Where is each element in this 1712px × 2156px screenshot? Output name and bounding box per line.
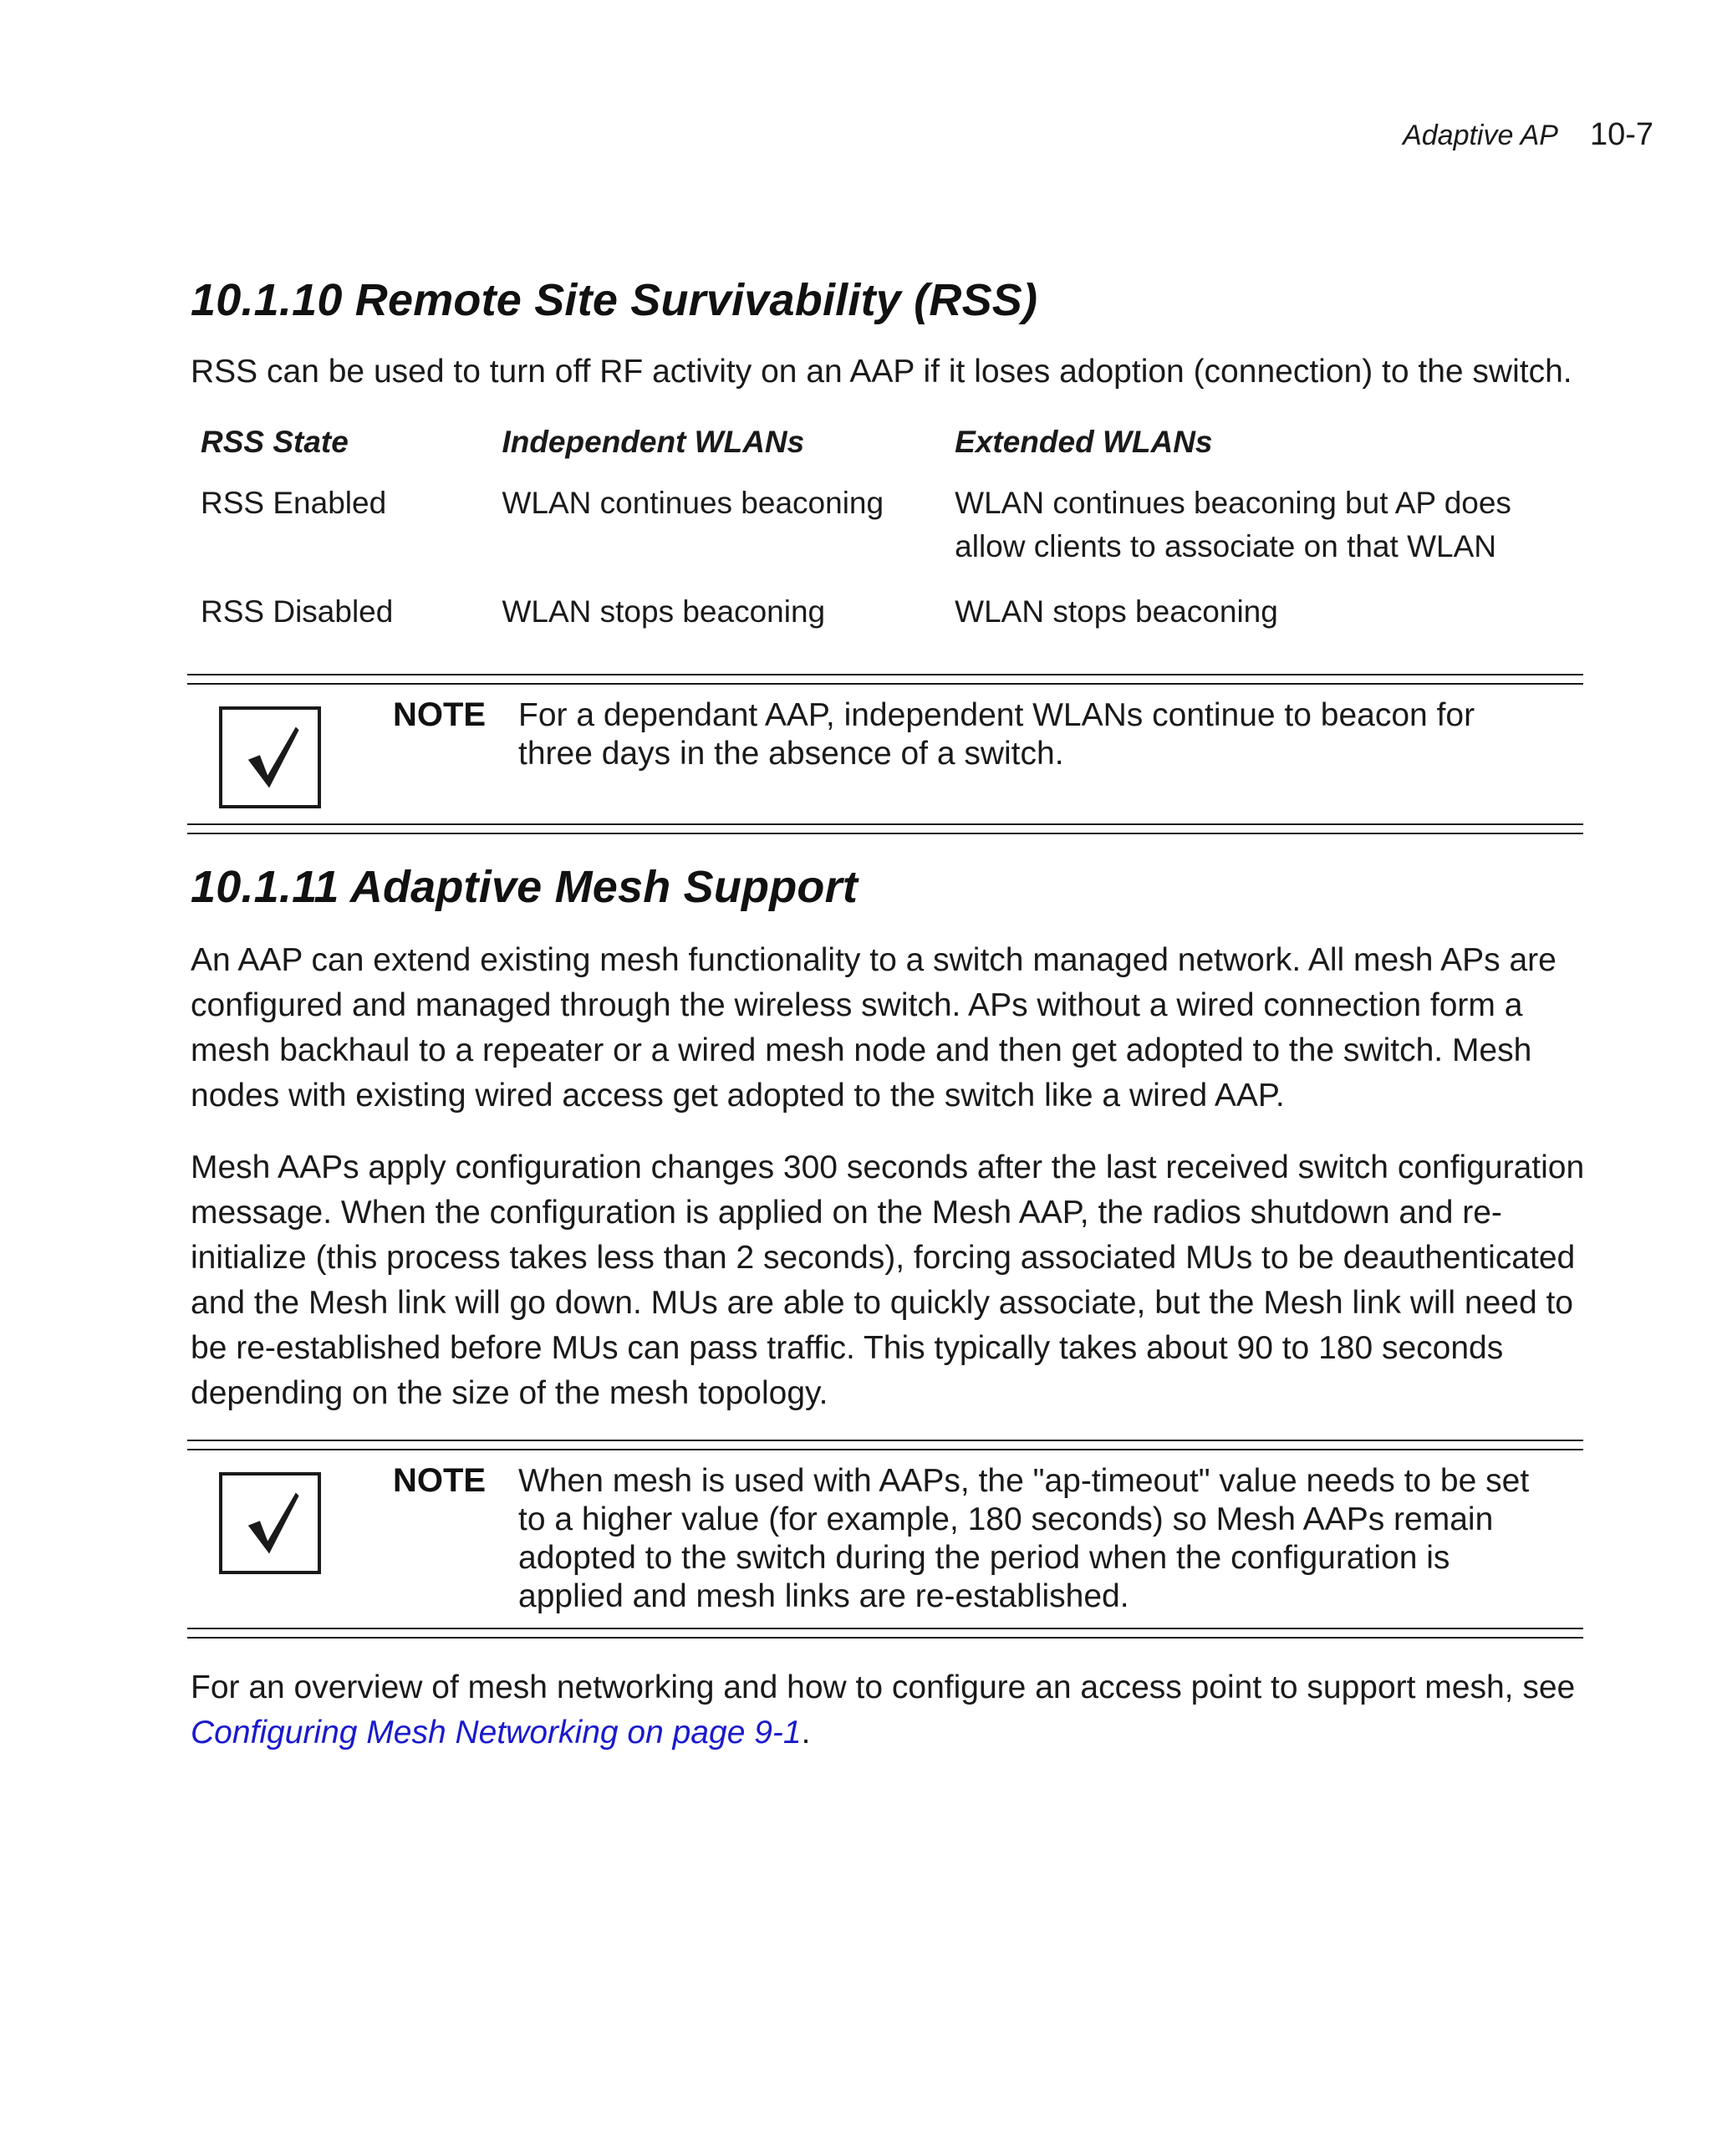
table-header-cell: Extended WLANs — [955, 425, 1213, 459]
note-text: When mesh is used with AAPs, the "ap-timeout" value needs to be set to a higher value (for example, 180 seconds) so Mesh AAPs remain adopted to the switch during the period when the configuration is applied and mesh links are re-established. — [518, 1463, 1530, 1614]
table-cell: WLAN stops beaconing — [502, 594, 826, 629]
table-cell: RSS Enabled — [201, 486, 387, 520]
running-header — [1403, 117, 1653, 153]
section-heading-mesh: 10.1.11 Adaptive Mesh Support — [191, 862, 859, 912]
note-label: NOTE — [393, 696, 487, 733]
table-header-cell: Independent WLANs — [502, 425, 805, 459]
closing-paragraph-wrap — [191, 1665, 1587, 1756]
note-top-rule — [187, 674, 1583, 685]
table-cell: RSS Disabled — [201, 594, 394, 629]
configuring-mesh-link[interactable]: Configuring Mesh Networking on page 9-1 — [191, 1715, 802, 1751]
note-box-mesh — [187, 1440, 1583, 1637]
note-label: NOTE — [393, 1462, 487, 1499]
section-rss — [191, 274, 1587, 326]
note-text: For a dependant AAP, independent WLANs continue to beacon for three days in the absence of a switch. — [518, 697, 1475, 772]
table-row — [191, 482, 1587, 590]
mesh-paragraph-2: Mesh AAPs apply configuration changes 300 seconds after the last received switch configuration message. When the configuration is applied on the Mesh AAP, the radios shutdown and re-initialize (this process takes less than 2 seconds), forcing associated MUs to be deauthenticated and the Mesh link will go down. MUs are able to quickly associate, but the Mesh link will need to be re-established before MUs can pass traffic. This typically takes about 90 to 180 seconds depending on the size of the mesh topology. — [191, 1149, 1585, 1411]
mesh-paragraph-1: An AAP can extend existing mesh functionality to a switch managed network. All mesh APs are configured and managed through the wireless switch. APs without a wired connection form a mesh backhaul to a repeater or a wired mesh node and then get adopted to the switch. Mesh nodes with existing wired access get adopted to the switch like a wired AAP. — [191, 942, 1557, 1114]
mesh-paragraph-2-wrap — [191, 1145, 1587, 1416]
note-bottom-rule — [187, 823, 1583, 834]
checkmark-icon — [219, 706, 321, 808]
table-cell: WLAN continues beaconing — [502, 486, 884, 520]
rss-table-wrap — [191, 425, 1587, 655]
section-mesh — [191, 861, 1587, 913]
page-number: 10-7 — [1589, 117, 1653, 152]
table-header-cell: RSS State — [201, 425, 349, 459]
rss-intro-wrap — [191, 349, 1587, 395]
rss-intro-paragraph: RSS can be used to turn off RF activity on an AAP if it loses adoption (connection) to the switch. — [191, 354, 1572, 390]
mesh-paragraph-1-wrap — [191, 938, 1587, 1119]
checkmark-icon — [219, 1472, 321, 1574]
note-box-rss — [187, 674, 1583, 833]
closing-text: For an overview of mesh networking and how to configure an access point to support mesh, see — [191, 1669, 1576, 1705]
closing-paragraph — [191, 1665, 1587, 1756]
table-cell: WLAN stops beaconing — [955, 594, 1278, 629]
table-cell: WLAN continues beaconing but AP does allow clients to associate on that WLAN — [955, 486, 1511, 563]
table-header-row — [191, 425, 1587, 482]
table-row — [191, 590, 1587, 655]
section-heading-rss: 10.1.10 Remote Site Survivability (RSS) — [191, 275, 1038, 325]
note-bottom-rule — [187, 1628, 1583, 1639]
chapter-title: Adaptive AP — [1403, 120, 1558, 151]
rss-state-table — [191, 425, 1587, 655]
note-top-rule — [187, 1440, 1583, 1450]
closing-period: . — [801, 1715, 811, 1751]
